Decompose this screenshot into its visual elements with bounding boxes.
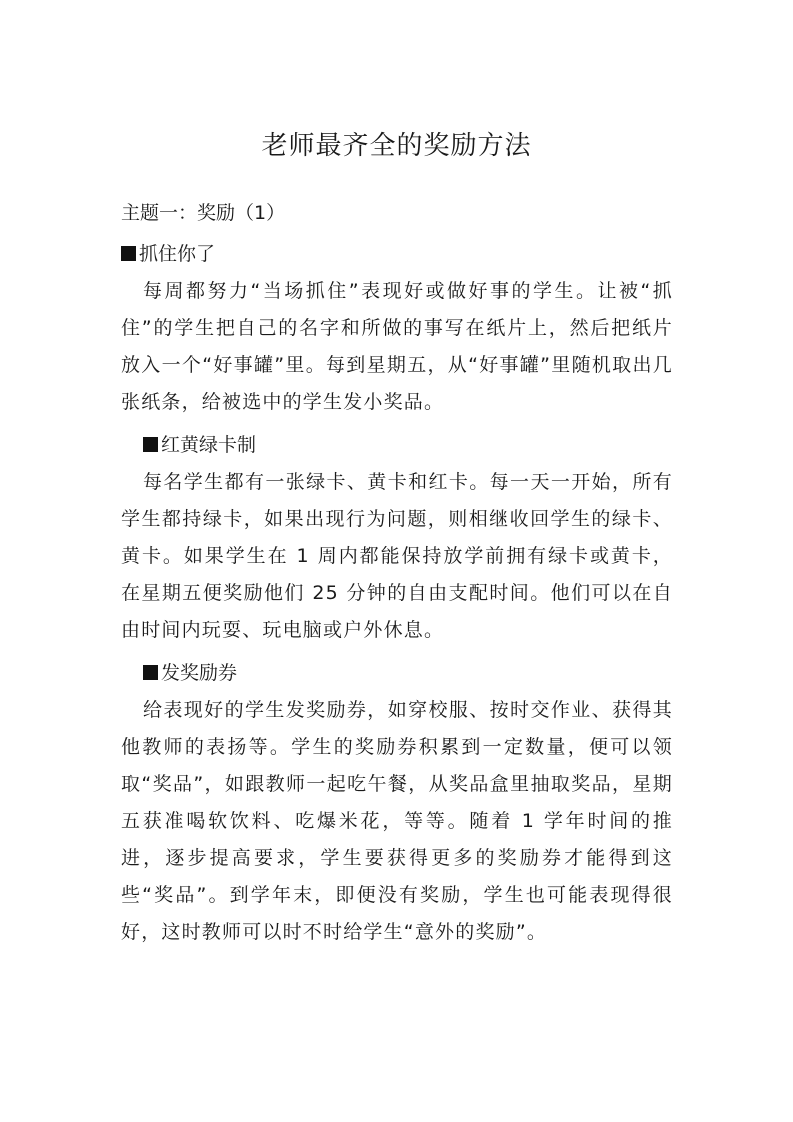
section-catch-you [121, 236, 673, 421]
section-heading-text: 发奖励券 [161, 662, 238, 684]
black-square-bullet-icon [121, 246, 136, 261]
black-square-bullet-icon [143, 437, 158, 452]
topic-line: 主题一：奖励（1） [121, 202, 286, 224]
section-heading [121, 427, 673, 464]
document-title: 老师最齐全的奖励方法 [261, 131, 532, 161]
section-paragraph: 给表现好的学生发奖励券，如穿校服、按时交作业、获得其他教师的表扬等。学生的奖励券积累到一定数量，便可以领取“奖品”，如跟教师一起吃午餐，从奖品盒里抽取奖品，星期五获准喝软饮料、吃爆米花，等等。随着 1 学年时间的推进，逐步提高要求，学生要获得更多的奖励券才能得到这些“奖品”。到学年末，即便没有奖励，学生也可能表现得很好，这时教师可以时不时给学生“意外的奖励”。 [121, 699, 673, 943]
section-card-system [121, 427, 673, 649]
section-heading-text: 红黄绿卡制 [161, 434, 257, 456]
document-body [121, 195, 673, 957]
section-reward-coupons [121, 655, 673, 951]
section-paragraph: 每名学生都有一张绿卡、黄卡和红卡。每一天一开始，所有学生都持绿卡，如果出现行为问题，则相继收回学生的绿卡、黄卡。如果学生在 1 周内都能保持放学前拥有绿卡或黄卡，在星期五便奖励他们 25 分钟的自由支配时间。他们可以在自由时间内玩耍、玩电脑或户外休息。 [121, 471, 673, 641]
section-paragraph: 每周都努力“当场抓住”表现好或做好事的学生。让被“抓住”的学生把自己的名字和所做的事写在纸片上，然后把纸片放入一个“好事罐”里。每到星期五，从“好事罐”里随机取出几张纸条，给被选中的学生发小奖品。 [121, 280, 673, 413]
section-heading [121, 655, 673, 692]
section-heading-text: 抓住你了 [139, 243, 216, 265]
section-heading [121, 236, 673, 273]
black-square-bullet-icon [143, 665, 158, 680]
